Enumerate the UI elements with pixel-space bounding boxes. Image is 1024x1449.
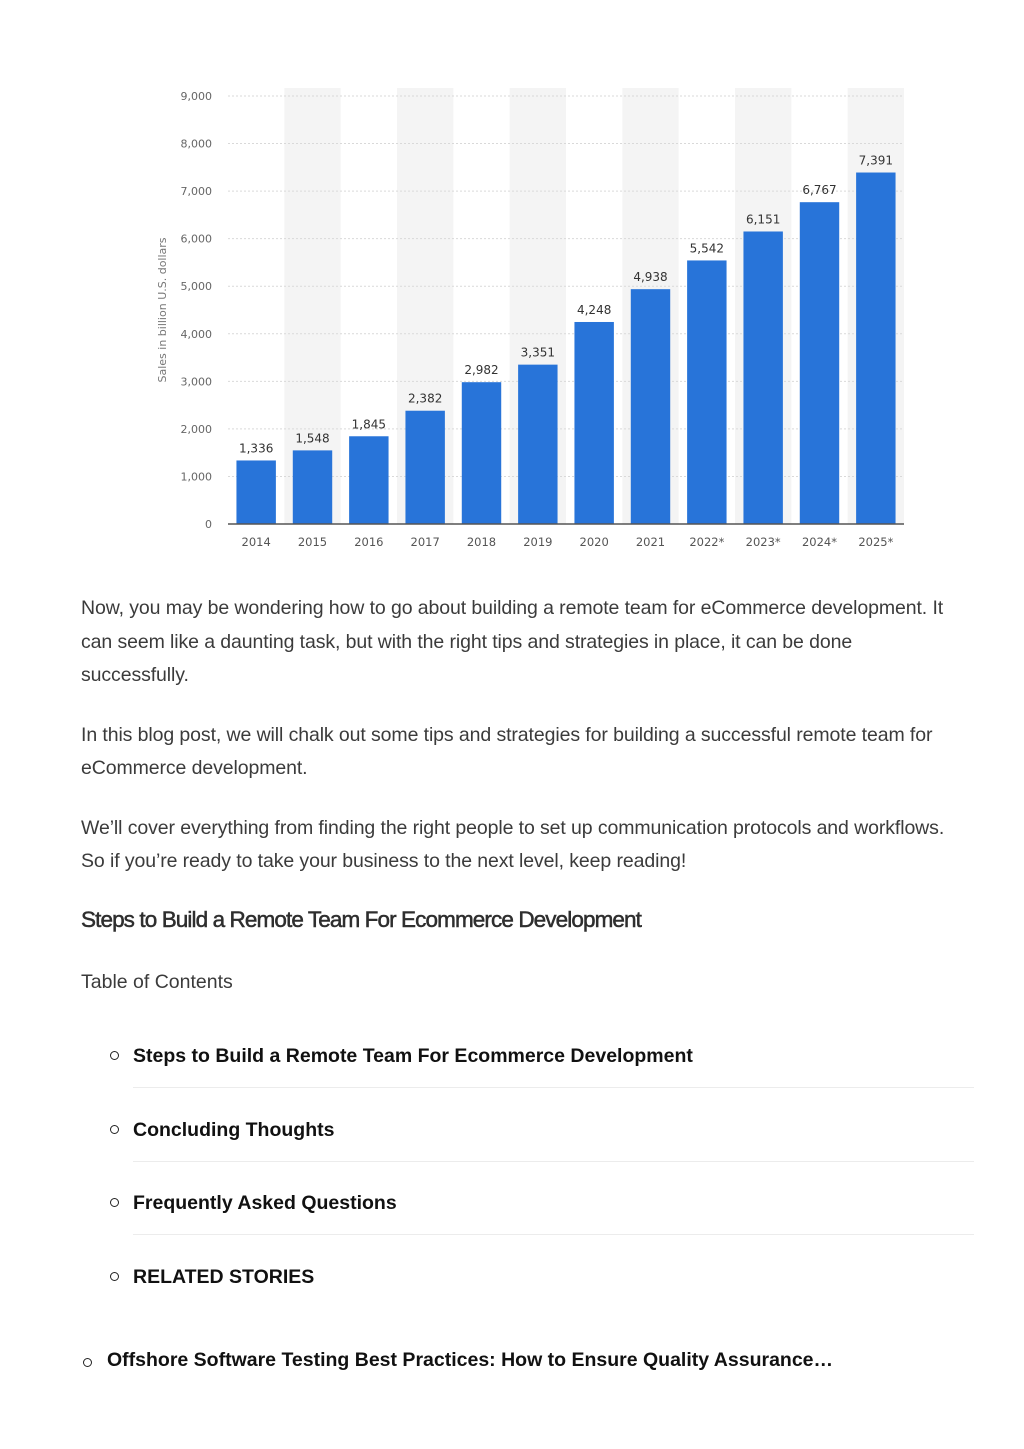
toc-item <box>108 1114 974 1188</box>
bar <box>631 289 670 524</box>
x-tick-label: 2023* <box>745 535 781 549</box>
y-tick-label: 0 <box>205 518 212 531</box>
circle-bullet-icon <box>83 1358 92 1367</box>
toc-item <box>108 1040 974 1114</box>
bar-value-label: 2,382 <box>407 391 443 406</box>
bar-value-label: 7,391 <box>858 153 894 168</box>
x-tick-label: 2022* <box>689 535 725 549</box>
circle-bullet-icon <box>110 1051 119 1060</box>
x-tick-label: 2015 <box>297 535 328 549</box>
circle-bullet-icon <box>110 1125 119 1134</box>
bar <box>349 436 388 524</box>
table-of-contents <box>108 1040 974 1334</box>
toc-item <box>108 1187 974 1261</box>
bar <box>293 450 332 524</box>
bar <box>687 260 726 524</box>
circle-bullet-icon <box>110 1198 119 1207</box>
toc-link-steps[interactable]: Steps to Build a Remote Team For Ecommerce Development <box>133 1045 693 1067</box>
chart-svg <box>134 68 922 560</box>
y-tick-label: 8,000 <box>180 137 212 151</box>
x-tick-label: 2018 <box>466 535 497 549</box>
bar <box>462 382 501 524</box>
bar <box>856 173 895 524</box>
x-tick-label: 2024* <box>801 535 838 549</box>
x-tick-label: 2017 <box>410 535 440 549</box>
bar <box>236 460 275 524</box>
toc-title: Table of Contents <box>81 970 233 993</box>
sales-bar-chart <box>134 68 922 560</box>
y-tick-label: 4,000 <box>180 327 212 341</box>
x-tick-label: 2025* <box>858 535 894 549</box>
bar-value-label: 5,542 <box>689 241 725 256</box>
bar <box>800 202 839 524</box>
related-story-link[interactable]: Offshore Software Testing Best Practices: How to Ensure Quality Assurance… <box>107 1349 834 1371</box>
section-heading: Steps to Build a Remote Team For Ecommerce Development <box>81 906 641 932</box>
toc-item <box>108 1261 974 1335</box>
bar-value-label: 1,845 <box>351 417 387 432</box>
y-tick-label: 5,000 <box>180 280 212 294</box>
y-tick-label: 3,000 <box>180 375 212 389</box>
toc-link-faq[interactable]: Frequently Asked Questions <box>133 1192 397 1214</box>
article-body <box>81 592 961 994</box>
bar-value-label: 6,767 <box>802 183 837 198</box>
bar <box>574 322 613 524</box>
y-axis-label: Sales in billion U.S. dollars <box>156 237 169 383</box>
bar-value-label: 3,351 <box>520 345 556 360</box>
x-tick-label: 2014 <box>241 535 271 549</box>
y-tick-label: 7,000 <box>180 185 212 199</box>
intro-paragraph-2: In this blog post, we will chalk out some tips and strategies for building a successful remote team for eCommerce development. <box>81 723 933 779</box>
y-tick-label: 9,000 <box>180 90 212 103</box>
toc-link-related-stories[interactable]: RELATED STORIES <box>133 1265 315 1288</box>
bar <box>405 411 444 524</box>
y-tick-label: 6,000 <box>180 232 212 246</box>
bar-value-label: 4,938 <box>633 270 668 285</box>
toc-link-concluding-thoughts[interactable]: Concluding Thoughts <box>133 1118 335 1141</box>
bar-value-label: 1,336 <box>238 441 274 456</box>
x-tick-label: 2016 <box>354 535 384 549</box>
bar-value-label: 1,548 <box>295 431 330 446</box>
y-tick-label: 2,000 <box>180 422 212 436</box>
x-tick-label: 2019 <box>523 535 553 549</box>
intro-paragraph-3: We’ll cover everything from finding the right people to set up communication protocols and workflows. So if you’re ready to take your business to the next level, keep reading! <box>81 816 945 872</box>
bar-value-label: 4,248 <box>576 302 612 317</box>
bar-value-label: 6,151 <box>745 212 781 227</box>
bar <box>518 365 557 524</box>
related-story-item <box>83 1349 833 1372</box>
circle-bullet-icon <box>110 1272 119 1281</box>
x-tick-label: 2020 <box>579 535 609 549</box>
y-tick-label: 1,000 <box>180 470 212 484</box>
intro-paragraph-1: Now, you may be wondering how to go about building a remote team for eCommerce development. It can seem like a daunting task, but with the right tips and strategies in place, it can be done successfully. <box>81 597 944 686</box>
bar <box>743 231 782 524</box>
bar-value-label: 2,982 <box>464 363 499 378</box>
x-tick-label: 2021 <box>635 535 666 549</box>
